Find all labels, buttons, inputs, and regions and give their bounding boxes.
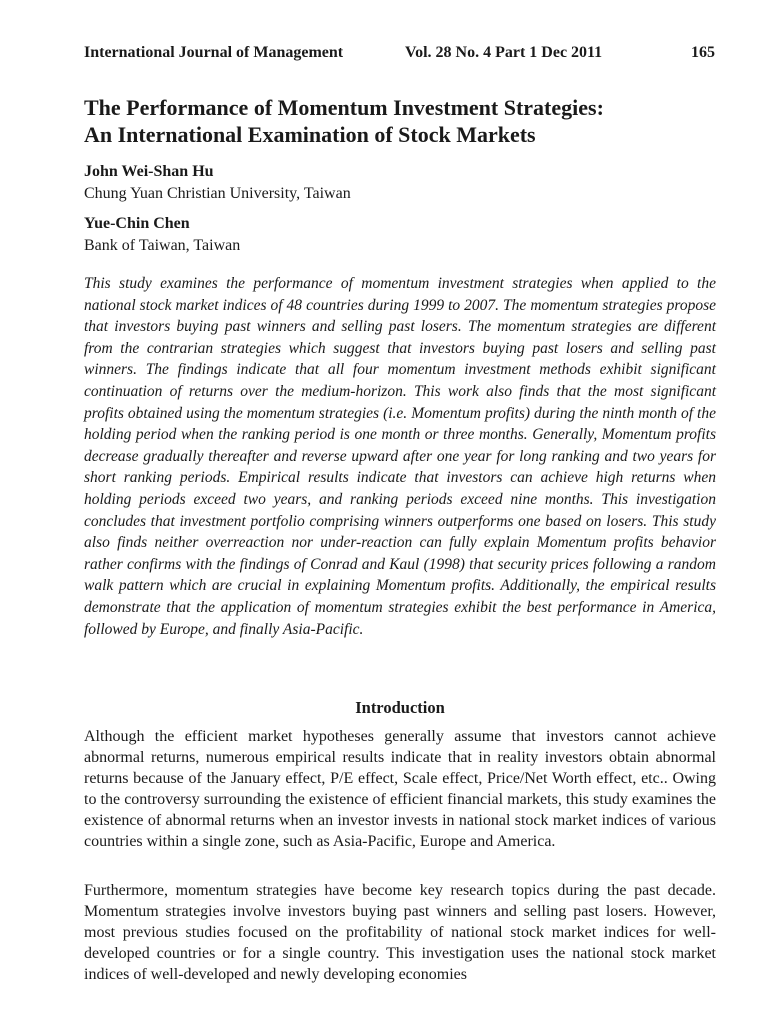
body-paragraph: Furthermore, momentum strategies have become key research topics during the past decade. Momentum strategies involve investors buying past winners and selling past losers. However, most previous studies focused on the profitability of national stock market indices for well-developed countries or for a single country. This investigation uses the national stock market indices of well-developed and newly developing economies (84, 882, 716, 983)
journal-name: International Journal of Management (84, 44, 344, 61)
author-name: John Wei-Shan Hu (84, 163, 214, 180)
introduction-heading: Introduction (355, 698, 445, 717)
abstract: This study examines the performance of momentum investment strategies when applied to the national stock market indices of 48 countries during 1999 to 2007. The momentum strategies propose that investors buying past winners and selling past losers. The momentum strategies are different from the contrarian strategies which suggest that investors buying past losers and selling past winners. The findings indicate that all four momentum investment methods exhibit significant continuation of returns over the medium-horizon. This work also finds that the most significant profits obtained using the momentum strategies (i.e. Momentum profits) during the ninth month of the holding period when the ranking period is one month or three months. Generally, Momentum profits decrease gradually thereafter and reverse upward after one year for long ranking and two years for short ranking periods. Empirical results indicate that investors can achieve high returns when holding periods exceed two years, and ranking periods exceed nine months. This investigation concludes that investment portfolio comprising winners outperforms one based on losers. This study also finds neither overreaction nor under-reaction can fully explain Momentum profits behavior rather confirms with the findings of Conrad and Kaul (1998) that security prices following a random walk pattern which are crucial in explaining Momentum profits. Additionally, the empirical results demonstrate that the application of momentum strategies exhibit the best performance in America, followed by Europe, and finally Asia-Pacific. (84, 275, 716, 638)
author-block (84, 161, 704, 205)
page-number: 165 (691, 44, 715, 61)
author-affiliation: Bank of Taiwan, Taiwan (84, 237, 241, 254)
paper-title-line-2: An International Examination of Stock Markets (84, 122, 536, 147)
issue-info: Vol. 28 No. 4 Part 1 Dec 2011 (405, 44, 603, 61)
author-name: Yue-Chin Chen (84, 215, 190, 232)
paper-title (84, 94, 724, 148)
running-header (84, 42, 715, 64)
author-block (84, 213, 704, 257)
paper-title-line-1: The Performance of Momentum Investment Strategies: (84, 95, 604, 120)
author-affiliation: Chung Yuan Christian University, Taiwan (84, 185, 351, 202)
body-paragraph: Although the efficient market hypotheses generally assume that investors cannot achieve abnormal returns, numerous empirical results indicate that in reality investors obtain abnormal returns because of the January effect, P/E effect, Scale effect, Price/Net Worth effect, etc.. Owing to the controversy surrounding the existence of efficient financial markets, this study examines the existence of abnormal returns when an investor invests in national stock market indices of various countries within a single zone, such as Asia-Pacific, Europe and America. (84, 728, 716, 850)
